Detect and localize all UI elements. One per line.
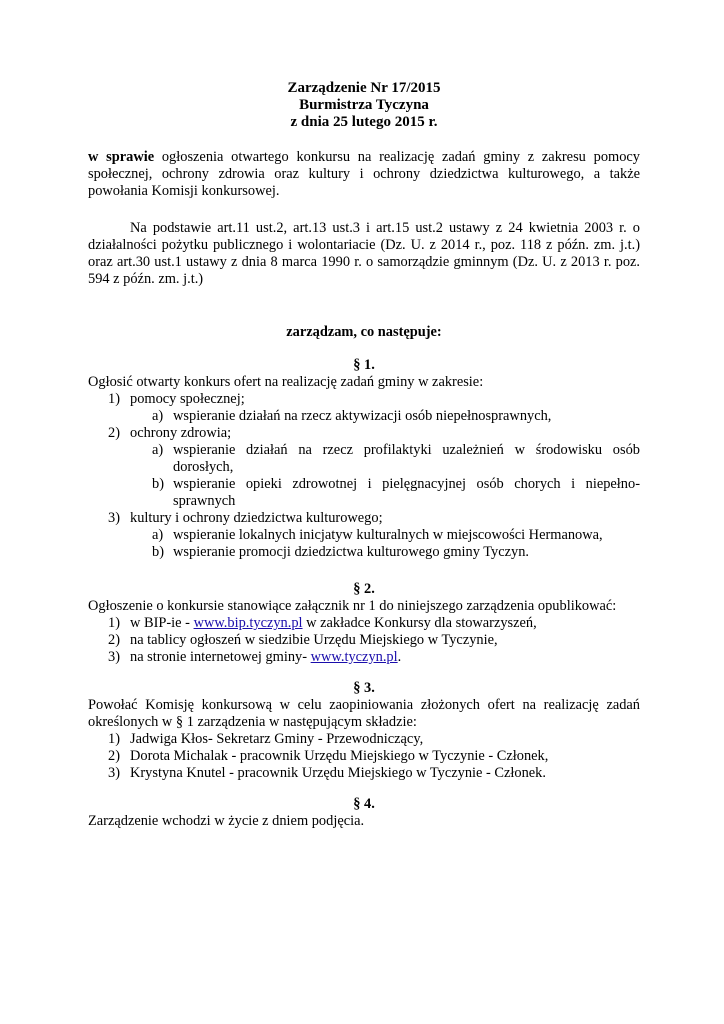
s2-item-1 [88,615,640,632]
s1-item-2 [88,425,640,442]
ordain-heading: zarządzam, co następuje: [286,324,442,340]
document-title [88,80,640,131]
s1-item-2-num: 2) [108,425,120,441]
title-line-2: Burmistrza Tyczyna [299,97,429,113]
section-2-intro: Ogłoszenie o konkursie stanowiące załącznik nr 1 do niniejszego zarządzenia opublikować: [88,598,617,614]
s1-item-3-num: 3) [108,510,120,526]
s2-item-3-pre: na stronie internetowej gminy- [130,649,311,665]
s1-item-1-text: pomocy społecznej; [130,391,245,407]
s1-item-1 [88,391,640,408]
s3-member-2-num: 2) [108,748,120,764]
s1-item-2b-text: wspieranie opieki zdrowotnej i pielęgnacyjnej osób chorych i niepełno-sprawnych [173,476,640,509]
s1-item-2a-num: a) [152,442,164,458]
s1-item-3 [88,510,640,527]
s3-member-2 [88,748,640,765]
s2-item-1-num: 1) [108,615,120,631]
s3-member-3-num: 3) [108,765,120,781]
section-1-heading: § 1. [353,357,375,373]
s1-item-1a-text: wspieranie działań na rzecz aktywizacji osób niepełnosprawnych, [173,408,552,424]
s1-item-1a-num: a) [152,408,164,424]
title-line-1: Zarządzenie Nr 17/2015 [287,80,441,96]
s1-item-3b-num: b) [152,544,164,560]
s2-item-1-post: w zakładce Konkursy dla stowarzyszeń, [302,615,537,631]
bip-link[interactable]: www.bip.tyczyn.pl [193,615,303,631]
s3-member-3-text: Krystyna Knutel - pracownik Urzędu Miejskiego w Tyczynie - Członek. [130,765,546,781]
legal-basis: Na podstawie art.11 ust.2, art.13 ust.3 i art.15 ust.2 ustawy z 24 kwietnia 2003 r. o działalności pożytku publicznego i wolontariacie (Dz. U. z 2014 r., poz. 118 z późn. zm. j.t.) oraz art.30 ust.1 ustawy z dnia 8 marca 1990 r. o samorządzie gminnym (Dz. U. z 2013 r. poz. 594 z późn. zm. j.t.) [88,220,640,287]
s1-item-3b-text: wspieranie promocji dziedzictwa kulturowego gminy Tyczyn. [173,544,529,560]
s1-item-3-text: kultury i ochrony dziedzictwa kulturowego; [130,510,383,526]
s1-item-1-num: 1) [108,391,120,407]
s2-item-3-num: 3) [108,649,120,665]
s3-member-1-num: 1) [108,731,120,747]
subject-label: w sprawie [88,149,155,165]
s1-item-1a [88,408,640,425]
section-3-intro: Powołać Komisję konkursową w celu zaopiniowania złożonych ofert na realizację zadań określonych w § 1 zarządzenia w następującym składzie: [88,697,640,730]
s2-item-2-text: na tablicy ogłoszeń w siedzibie Urzędu Miejskiego w Tyczynie, [130,632,498,648]
s1-item-3b [88,544,640,561]
subject-text: ogłoszenia otwartego konkursu na realizację zadań gminy z zakresu pomocy społecznej, ochrony zdrowia oraz kultury i ochrony dziedzictwa kulturowego, a także powołania Komisji konkursowej. [88,149,640,199]
s1-item-2-text: ochrony zdrowia; [130,425,232,441]
s1-item-3a [88,527,640,544]
s2-item-3 [88,649,640,666]
section-4-heading: § 4. [353,796,375,812]
s2-item-1-pre: w BIP-ie - [130,615,194,631]
section-4-text: Zarządzenie wchodzi w życie z dniem podjęcia. [88,813,365,829]
section-3-heading: § 3. [353,680,375,696]
title-line-3: z dnia 25 lutego 2015 r. [290,114,438,130]
s2-item-2 [88,632,640,649]
s1-item-2a [88,442,640,476]
s1-item-2b-num: b) [152,476,164,492]
s1-item-3a-text: wspieranie lokalnych inicjatyw kulturalnych w miejscowości Hermanowa, [173,527,603,543]
s3-member-1 [88,731,640,748]
section-2-heading: § 2. [353,581,375,597]
s3-member-2-text: Dorota Michalak - pracownik Urzędu Miejskiego w Tyczynie - Członek, [130,748,549,764]
s3-member-1-text: Jadwiga Kłos- Sekretarz Gminy - Przewodniczący, [130,731,424,747]
s1-item-2a-text: wspieranie działań na rzecz profilaktyki uzależnień w środowisku osób dorosłych, [173,442,640,475]
subject-paragraph [88,149,640,200]
s3-member-3 [88,765,640,782]
document-page [88,80,640,830]
tyczyn-link[interactable]: www.tyczyn.pl [310,649,398,665]
s1-item-3a-num: a) [152,527,164,543]
section-1-intro: Ogłosić otwarty konkurs ofert na realizację zadań gminy w zakresie: [88,374,484,390]
s2-item-2-num: 2) [108,632,120,648]
s1-item-2b [88,476,640,510]
s2-item-3-post: . [397,649,402,665]
